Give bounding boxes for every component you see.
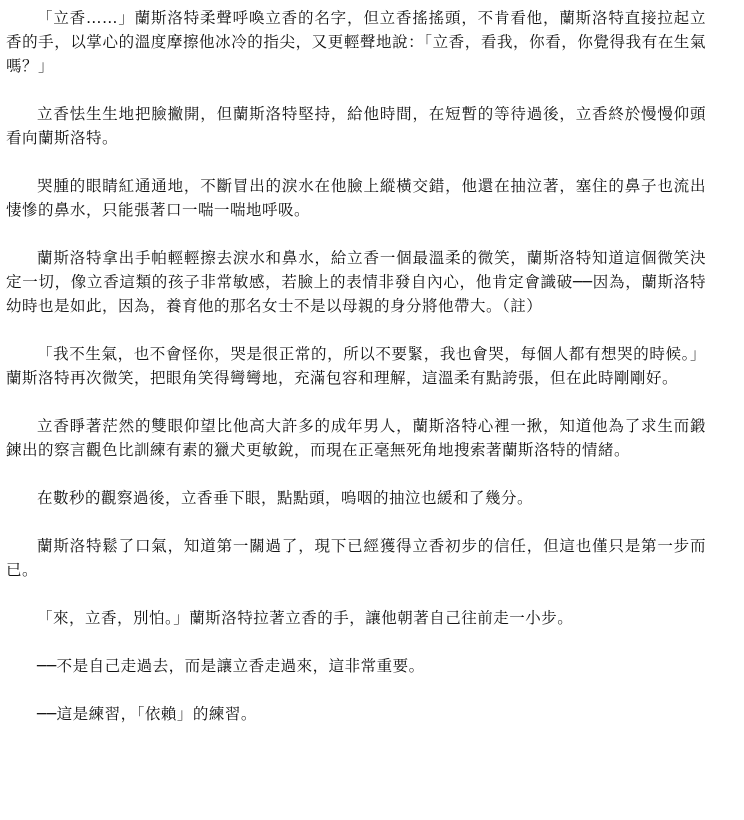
paragraph-7: 在數秒的觀察過後，立香垂下眼，點點頭，嗚咽的抽泣也緩和了幾分。 (37, 489, 534, 507)
paragraph-1: 「立香……」蘭斯洛特柔聲呼喚立香的名字，但立香搖搖頭，不肯看他，蘭斯洛特直接拉起立香的手，以掌心的溫度摩擦他冰冷的指尖，又更輕聲地說：「立香，看我，你看，你覺得我有在生氣嗎？」 (6, 9, 706, 75)
paragraph-2: 立香怯生生地把臉撇開，但蘭斯洛特堅持，給他時間，在短暫的等待過後，立香終於慢慢仰頭看向蘭斯洛特。 (6, 105, 706, 147)
paragraph-5: 「我不生氣，也不會怪你，哭是很正常的，所以不要緊，我也會哭，每個人都有想哭的時候。」蘭斯洛特再次微笑，把眼角笑得彎彎地，充滿包容和理解，這溫柔有點誇張，但在此時剛剛好。 (6, 345, 706, 387)
paragraph-10: ──不是自己走過去，而是讓立香走過來，這非常重要。 (37, 657, 425, 675)
paragraph-3: 哭腫的眼睛紅通通地，不斷冒出的淚水在他臉上縱橫交錯，他還在抽泣著，塞住的鼻子也流出悽慘的鼻水，只能張著口一喘一喘地呼吸。 (6, 177, 706, 219)
paragraph-9: 「來，立香，別怕。」蘭斯洛特拉著立香的手，讓他朝著自己往前走一小步。 (37, 609, 574, 627)
paragraph-4: 蘭斯洛特拿出手帕輕輕擦去淚水和鼻水，給立香一個最溫柔的微笑，蘭斯洛特知道這個微笑決定一切，像立香這類的孩子非常敏感，若臉上的表情非發自內心，他肯定會識破──因為，蘭斯洛特幼時也是如此，因為，養育他的那名女士不是以母親的身分將他帶大。（註） (6, 249, 706, 315)
document-body (6, 6, 706, 726)
paragraph-11: ──這是練習，「依賴」的練習。 (37, 705, 257, 723)
paragraph-6: 立香睜著茫然的雙眼仰望比他高大許多的成年男人，蘭斯洛特心裡一揪，知道他為了求生而鍛鍊出的察言觀色比訓練有素的獵犬更敏銳，而現在正毫無死角地搜索著蘭斯洛特的情緒。 (6, 417, 706, 459)
paragraph-8: 蘭斯洛特鬆了口氣，知道第一關過了，現下已經獲得立香初步的信任，但這也僅只是第一步而已。 (6, 537, 706, 579)
